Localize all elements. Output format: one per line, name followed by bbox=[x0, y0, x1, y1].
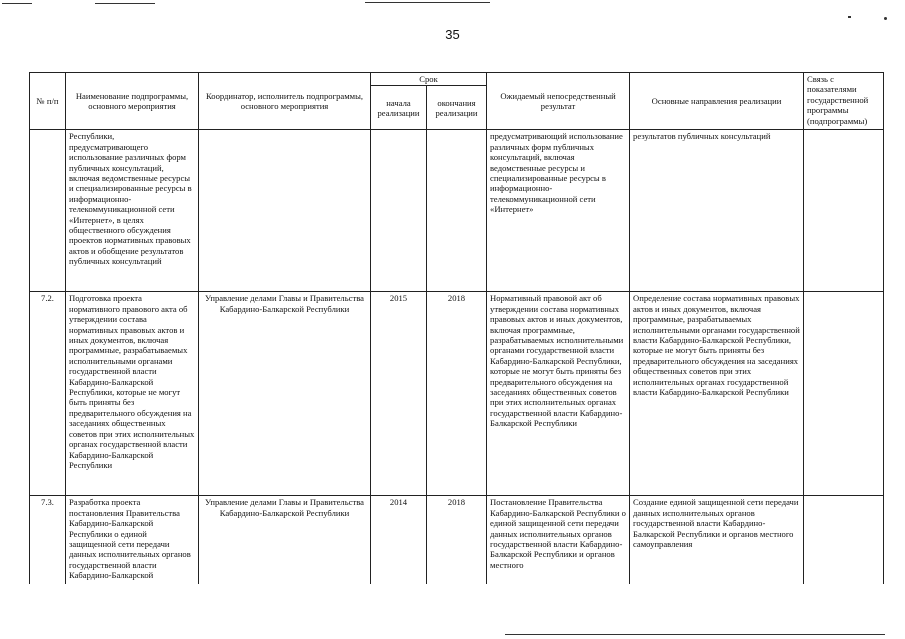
cell-end bbox=[427, 130, 487, 292]
cell-link bbox=[804, 292, 884, 496]
cell-num bbox=[30, 130, 66, 292]
cell-coordinator: Управление делами Главы и Правительства Кабардино-Балкарской Республики bbox=[199, 496, 371, 585]
cell-num: 7.2. bbox=[30, 292, 66, 496]
cell-result: предусматривающий использование различных форм публичных консультаций, включая ведомственные ресурсы и специализированные ресурсы в информационно-телекоммуникационной сети «Интернет» bbox=[487, 130, 630, 292]
header-start: начала реализации bbox=[371, 86, 427, 130]
cell-start: 2014 bbox=[371, 496, 427, 585]
cell-name: Разработка проекта постановления Правительства Кабардино-Балкарской Республики о единой защищенной сети передачи данных исполнительных органов государственной власти Кабардино-Балкарской bbox=[66, 496, 199, 585]
cell-link bbox=[804, 496, 884, 585]
cell-directions: результатов публичных консультаций bbox=[630, 130, 804, 292]
scan-mark-top-left bbox=[2, 3, 32, 4]
header-end: окончания реализации bbox=[427, 86, 487, 130]
scan-dot-top-right bbox=[884, 17, 887, 20]
cell-num: 7.3. bbox=[30, 496, 66, 585]
table-row bbox=[30, 496, 884, 585]
table-row bbox=[30, 130, 884, 292]
cell-end: 2018 bbox=[427, 496, 487, 585]
cell-directions: Создание единой защищенной сети передачи данных исполнительных органов государственной власти Кабардино-Балкарской Республики и органов местного самоуправления bbox=[630, 496, 804, 585]
cell-end: 2018 bbox=[427, 292, 487, 496]
header-coordinator: Координатор, исполнитель подпрограммы, основного мероприятия bbox=[199, 73, 371, 130]
scan-mark-bottom bbox=[505, 634, 885, 635]
page-number: 35 bbox=[445, 27, 460, 42]
cell-coordinator bbox=[199, 130, 371, 292]
header-link: Связь с показателями государственной программы (подпрограммы) bbox=[804, 73, 884, 130]
cell-result: Постановление Правительства Кабардино-Балкарской Республики о единой защищенной сети передачи данных исполнительных органов государственной власти Кабардино-Балкарской Республики и органов местного bbox=[487, 496, 630, 585]
scan-mark-top-left-2 bbox=[95, 3, 155, 4]
header-row-1 bbox=[30, 73, 884, 86]
cell-start bbox=[371, 130, 427, 292]
cell-link bbox=[804, 130, 884, 292]
cell-start: 2015 bbox=[371, 292, 427, 496]
cell-directions: Определение состава нормативных правовых актов и иных документов, включая программные, разрабатываемых исполнительными органами государственной власти Кабардино-Балкарской Республики, которые не могут быть приняты без предварительного обсуждения на заседаниях общественных советов при этих исполнительных органах государственной власти Кабардино-Балкарской Республики bbox=[630, 292, 804, 496]
cell-name: Подготовка проекта нормативного правового акта об утверждении состава нормативных правовых актов и иных документов, включая программные, разрабатываемых исполнительными органами государственной власти Кабардино-Балкарской Республики, которые не могут быть приняты без предварительного обсуждения на заседаниях общественных советов при этих исполнительных органах государственной власти Кабардино-Балкарской Республики bbox=[66, 292, 199, 496]
cell-name: Республики, предусматривающего использование различных форм публичных консультаций, включая ведомственные ресурсы и специализированные ресурсы в информационно-телекоммуникационной сети «Интернет», в целях общественного обсуждения проектов нормативных правовых актов и обобщение результатов публичных консультаций bbox=[66, 130, 199, 292]
cell-result: Нормативный правовой акт об утверждении состава нормативных правовых актов и иных документов, включая программные, разрабатываемых исполнительными органами государственной власти Кабардино-Балкарской Республики, которые не могут быть приняты без предварительного обсуждения на заседаниях общественных советов при этих исполнительных органах государственной власти Кабардино-Балкарской Республики bbox=[487, 292, 630, 496]
scan-dot-top-right-2 bbox=[848, 16, 851, 18]
header-term: Срок bbox=[371, 73, 487, 86]
cell-coordinator: Управление делами Главы и Правительства Кабардино-Балкарской Республики bbox=[199, 292, 371, 496]
header-name: Наименование подпрограммы, основного мероприятия bbox=[66, 73, 199, 130]
header-num: № п/п bbox=[30, 73, 66, 130]
header-result: Ожидаемый непосредственный результат bbox=[487, 73, 630, 130]
program-table bbox=[29, 72, 884, 584]
table-row bbox=[30, 292, 884, 496]
scan-mark-top-mid bbox=[365, 2, 490, 3]
header-directions: Основные направления реализации bbox=[630, 73, 804, 130]
